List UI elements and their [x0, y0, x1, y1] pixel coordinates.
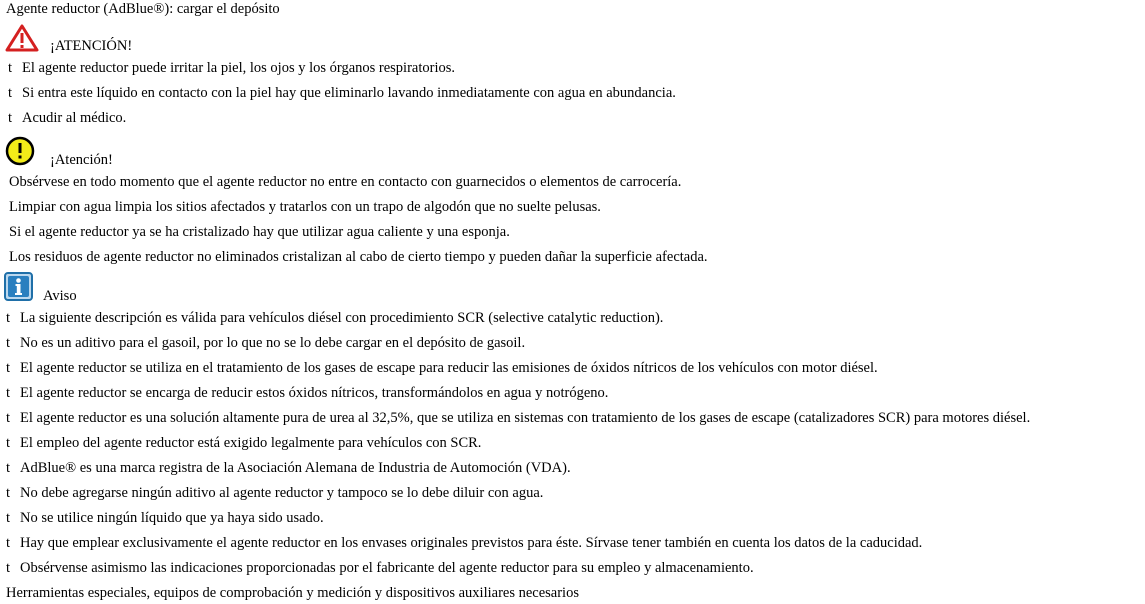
bullet: t [8, 85, 13, 101]
bullet: t [6, 560, 11, 576]
bullet: t [6, 485, 11, 501]
danger-item: Si entra este líquido en contacto con la piel hay que eliminarlo lavando inmediatamente con agua en abundancia. [22, 85, 676, 101]
danger-item: El agente reductor puede irritar la piel, los ojos y los órganos respiratorios. [22, 60, 456, 76]
info-icon [4, 272, 33, 301]
note-item: El empleo del agente reductor está exigido legalmente para vehículos con SCR. [20, 435, 482, 451]
note-item: Hay que emplear exclusivamente el agente reductor en los envases originales previstos para éste. Sírvase tener también en cuenta los datos de la caducidad. [20, 535, 923, 551]
list-item [6, 384, 608, 402]
bullet: t [6, 410, 11, 426]
note-heading: Aviso [43, 288, 77, 304]
note-item: El agente reductor es una solución altamente pura de urea al 32,5%, que se utiliza en sistemas con tratamiento de los gases de escape (catalizadores SCR) para motores diésel. [20, 410, 1031, 426]
list-item [6, 559, 754, 577]
caution-heading: ¡Atención! [50, 152, 113, 168]
list-item [6, 334, 525, 352]
list-item [6, 484, 543, 502]
exclamation-circle-icon [5, 136, 35, 166]
bullet: t [6, 535, 11, 551]
note-item: No debe agregarse ningún aditivo al agente reductor y tampoco se lo debe diluir con agua. [20, 485, 544, 501]
list-item [6, 309, 663, 327]
caution-item: Limpiar con agua limpia los sitios afectados y tratarlos con un trapo de algodón que no suelte pelusas. [9, 199, 601, 215]
note-item: El agente reductor se encarga de reducir estos óxidos nítricos, transformándolos en agua y notrógeno. [20, 385, 609, 401]
note-item: AdBlue® es una marca registra de la Asociación Alemana de Industria de Automoción (VDA). [20, 460, 571, 476]
danger-heading: ¡ATENCIÓN! [50, 38, 133, 54]
note-item: Obsérvense asimismo las indicaciones proporcionadas por el fabricante del agente reductor para su empleo y almacenamiento. [20, 560, 754, 576]
list-item [6, 459, 571, 477]
list-item [8, 59, 455, 77]
list-item [6, 359, 878, 377]
list-item [6, 409, 1030, 427]
caution-item: Si el agente reductor ya se ha cristalizado hay que utilizar agua caliente y una esponja. [9, 224, 510, 240]
bullet: t [6, 385, 11, 401]
warning-triangle-icon [5, 24, 39, 52]
bullet: t [6, 335, 11, 351]
note-item: La siguiente descripción es válida para vehículos diésel con procedimiento SCR (selective catalytic reduction). [20, 310, 664, 326]
note-item: El agente reductor se utiliza en el tratamiento de los gases de escape para reducir las emisiones de óxidos nítricos de los vehículos con motor diésel. [20, 360, 878, 376]
note-item: No se utilice ningún líquido que ya haya sido usado. [20, 510, 324, 526]
bullet: t [6, 310, 11, 326]
bullet: t [8, 110, 13, 126]
bullet: t [6, 460, 11, 476]
bullet: t [8, 60, 13, 76]
caution-item: Los residuos de agente reductor no eliminados cristalizan al cabo de cierto tiempo y pueden dañar la superficie afectada. [9, 249, 708, 265]
bullet: t [6, 360, 11, 376]
list-item [6, 534, 922, 552]
list-item [8, 109, 126, 127]
bullet: t [6, 435, 11, 451]
bullet: t [6, 510, 11, 526]
caution-item: Obsérvese en todo momento que el agente reductor no entre en contacto con guarnecidos o elementos de carrocería. [9, 174, 682, 190]
list-item [8, 84, 676, 102]
note-item: No es un aditivo para el gasoil, por lo que no se lo debe cargar en el depósito de gasoil. [20, 335, 526, 351]
danger-item: Acudir al médico. [22, 110, 127, 126]
list-item [6, 434, 481, 452]
page-title: Agente reductor (AdBlue®): cargar el depósito [6, 1, 280, 17]
list-item [6, 509, 324, 527]
section-heading: Herramientas especiales, equipos de comprobación y medición y dispositivos auxiliares necesarios [6, 585, 579, 601]
